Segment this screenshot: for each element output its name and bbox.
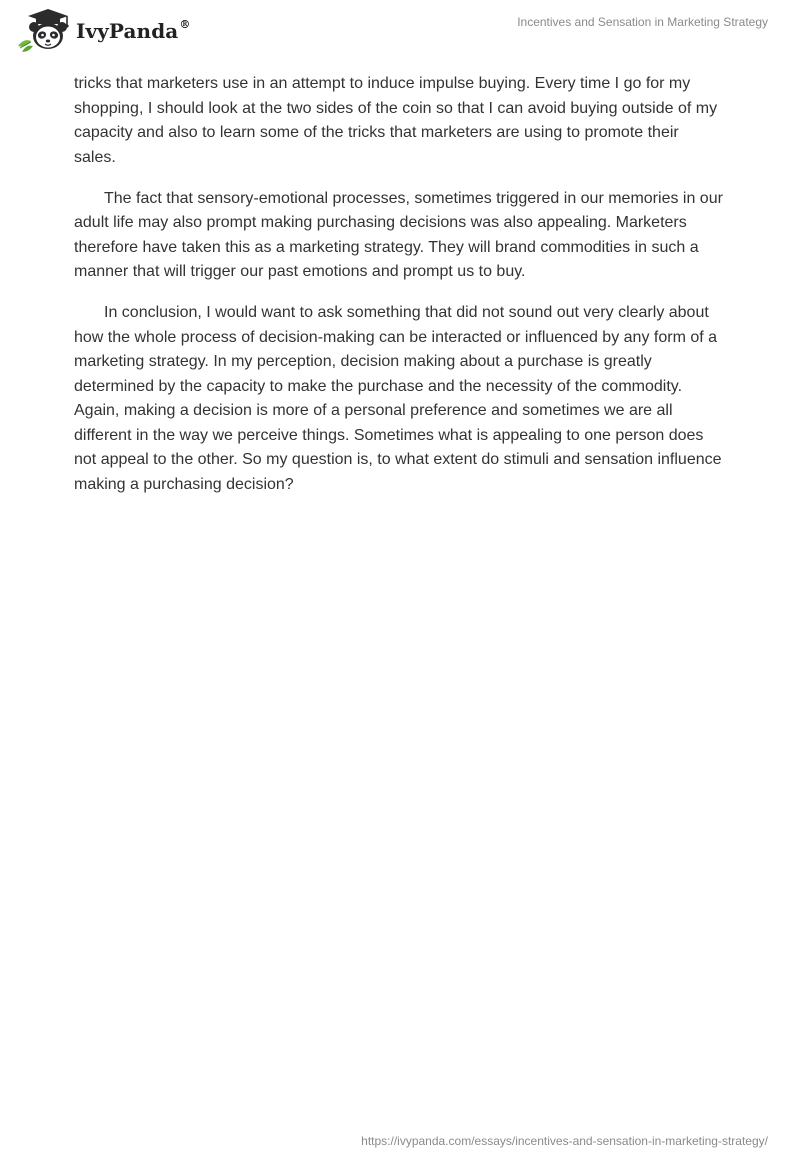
paragraph: The fact that sensory-emotional processes, sometimes triggered in our memories in our adult life may also prompt making purchasing decisions was also appealing. Marketers therefore have taken this as a marketing strategy. They will brand commodities in such a manner that will trigger our past emotions and prompt us to buy. — [74, 189, 723, 280]
registered-mark: ® — [179, 18, 191, 32]
page-header — [0, 0, 800, 66]
source-url-link[interactable]: https://ivypanda.com/essays/incentives-and-sensation-in-marketing-strategy/ — [361, 1134, 768, 1148]
ivypanda-logo[interactable] — [14, 8, 190, 52]
paragraph-continuation: tricks that marketers use in an attempt to induce impulse buying. Every time I go for my shopping, I should look at the two sides of the coin so that I can avoid buying outside of my capacity and also to learn some of the tricks that marketers are using to promote their sales. — [74, 75, 718, 166]
panda-graduation-cap-icon — [14, 8, 72, 52]
brand-name: IvyPanda® — [76, 18, 191, 43]
document-title: Incentives and Sensation in Marketing Strategy — [517, 15, 768, 29]
essay-body — [74, 72, 724, 514]
paragraph: In conclusion, I would want to ask something that did not sound out very clearly about how the whole process of decision-making can be interacted or influenced by any form of a marketing strategy. In my perception, decision making about a purchase is greatly determined by the capacity to make the purchase and the necessity of the commodity. Again, making a decision is more of a personal preference and sometimes we are all different in the way we perceive things. Sometimes what is appealing to one person does not appeal to the other. So my question is, to what extent do stimuli and sensation influence making a purchasing decision? — [74, 304, 722, 493]
